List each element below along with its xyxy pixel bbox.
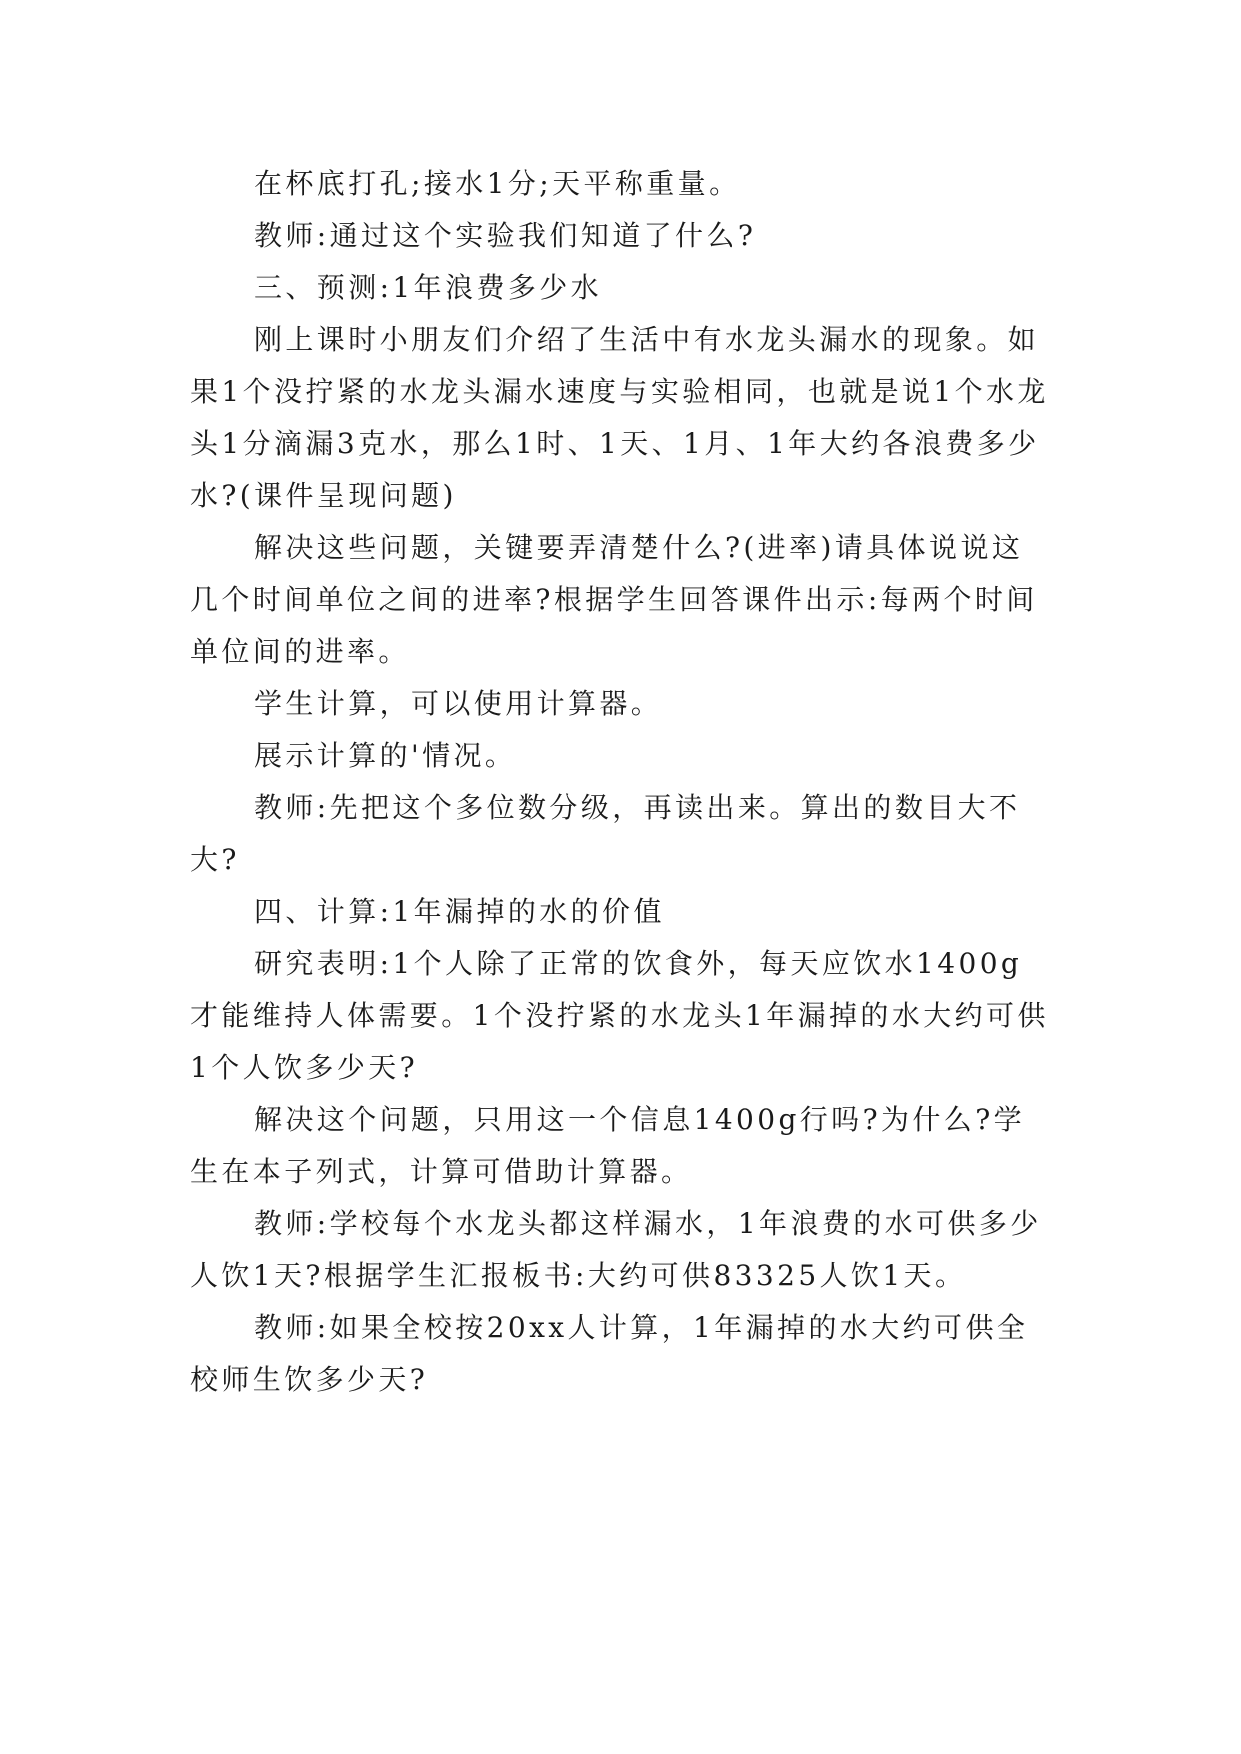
paragraph-1: 在杯底打孔;接水1分;天平称重量。 [254, 167, 741, 200]
paragraph-6: 学生计算，可以使用计算器。 [254, 687, 663, 720]
paragraph-13: 教师:如果全校按20xx人计算，1年漏掉的水大约可供全校师生饮多少天? [190, 1311, 1029, 1396]
section-heading-3: 三、预测:1年浪费多少水 [254, 271, 603, 304]
paragraph-7: 展示计算的'情况。 [254, 739, 517, 772]
paragraph-12: 教师:学校每个水龙头都这样漏水，1年浪费的水可供多少人饮1天?根据学生汇报板书:大约可供83325人饮1天。 [190, 1207, 1042, 1292]
paragraph-10: 研究表明:1个人除了正常的饮食外，每天应饮水1400g才能维持人体需要。1个没拧紧的水龙头1年漏掉的水大约可供1个人饮多少天? [190, 947, 1049, 1084]
section-heading-4: 四、计算:1年漏掉的水的价值 [254, 895, 665, 928]
paragraph-4: 刚上课时小朋友们介绍了生活中有水龙头漏水的现象。如果1个没拧紧的水龙头漏水速度与实验相同，也就是说1个水龙头1分滴漏3克水，那么1时、1天、1月、1年大约各浪费多少水?(课件呈现问题) [190, 323, 1049, 512]
paragraph-11: 解决这个问题，只用这一个信息1400g行吗?为什么?学生在本子列式，计算可借助计算器。 [190, 1103, 1026, 1188]
paragraph-5: 解决这些问题，关键要弄清楚什么?(进率)请具体说说这几个时间单位之间的进率?根据学生回答课件出示:每两个时间单位间的进率。 [190, 531, 1038, 668]
paragraph-2: 教师:通过这个实验我们知道了什么? [254, 219, 757, 252]
paragraph-8: 教师:先把这个多位数分级，再读出来。算出的数目大不大? [190, 791, 1021, 876]
document-body [190, 158, 1050, 1406]
